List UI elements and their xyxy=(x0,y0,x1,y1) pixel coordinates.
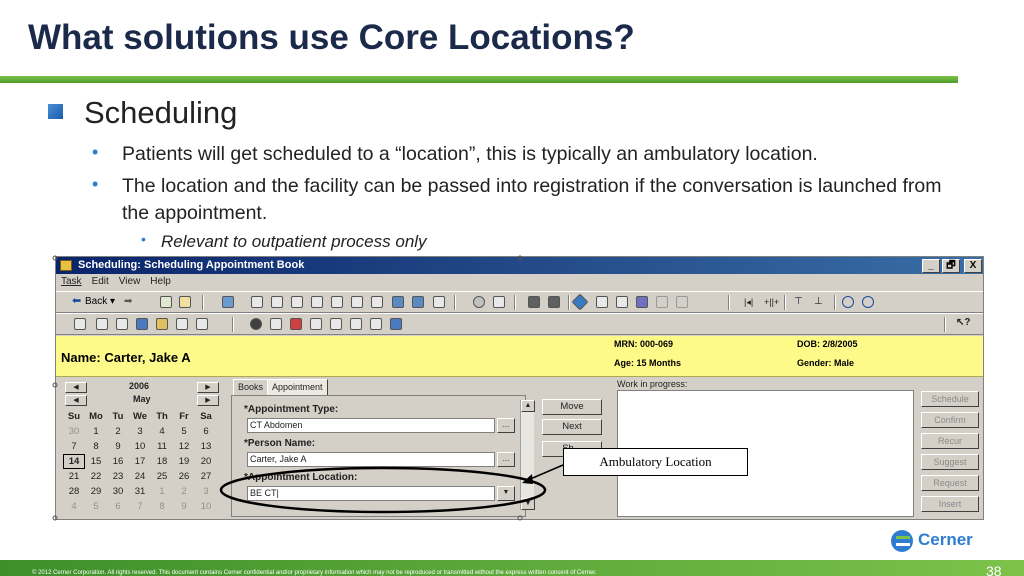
calendar-day[interactable]: 4 xyxy=(159,426,165,437)
appointment-type-lookup-button[interactable]: ... xyxy=(497,418,515,433)
form-scrollbar[interactable] xyxy=(520,400,534,510)
zoom-out-icon[interactable] xyxy=(862,296,874,308)
scroll-up-icon[interactable]: ▲ xyxy=(521,400,535,412)
confirm-button[interactable]: Confirm xyxy=(921,412,979,428)
bullet-dot-icon: • xyxy=(141,231,146,247)
cerner-logo-text: Cerner xyxy=(918,530,973,549)
toolbar-separator xyxy=(944,317,946,332)
toolbar-separator xyxy=(568,295,570,310)
insert-button[interactable]: Insert xyxy=(921,496,979,512)
ambulatory-location-callout: Ambulatory Location xyxy=(563,448,748,476)
scroll-down-icon[interactable]: ▼ xyxy=(521,498,535,510)
calendar-day[interactable]: 27 xyxy=(200,471,212,482)
person-name-lookup-button[interactable]: ... xyxy=(497,452,515,467)
refresh-icon[interactable] xyxy=(160,296,172,308)
tool-icon[interactable] xyxy=(270,318,282,330)
door-tool-icon[interactable] xyxy=(616,296,628,308)
calendar-day[interactable]: 29 xyxy=(90,486,102,497)
restore-button[interactable]: 🗗 xyxy=(942,259,960,273)
first-page-icon[interactable]: |◂| xyxy=(744,297,754,307)
appointment-type-field[interactable]: CT Abdomen xyxy=(247,418,495,433)
bullet-dot-icon: • xyxy=(92,174,99,194)
calendar-day[interactable]: 2 xyxy=(115,426,121,437)
app-icon xyxy=(60,260,72,271)
bookshelf-icon[interactable] xyxy=(392,296,404,308)
calendar-tool-icon[interactable] xyxy=(222,296,234,308)
schedule-button[interactable]: Schedule xyxy=(921,391,979,407)
calendar-day[interactable]: 15 xyxy=(90,456,102,467)
calendar-day[interactable]: 6 xyxy=(115,501,121,512)
menu-help[interactable]: Help xyxy=(150,276,171,287)
chain-icon[interactable] xyxy=(330,318,342,330)
calendar-day[interactable]: 10 xyxy=(134,441,146,452)
grid-tool-icon[interactable] xyxy=(636,296,648,308)
bullet-subnote: Relevant to outpatient process only xyxy=(161,232,427,251)
calendar-day[interactable]: 4 xyxy=(71,501,77,512)
weekday-label: Su xyxy=(67,411,81,422)
link-tool-icon[interactable] xyxy=(433,296,445,308)
zoom-in-icon[interactable] xyxy=(842,296,854,308)
patient-mrn: MRN: 000-069 xyxy=(614,339,674,349)
toolbar-separator xyxy=(232,317,234,332)
calendar-day[interactable]: 19 xyxy=(178,456,190,467)
patient-banner xyxy=(56,336,984,377)
alert-icon[interactable] xyxy=(290,318,302,330)
weekday-label: Tu xyxy=(112,411,124,422)
calendar-day[interactable]: 26 xyxy=(178,471,190,482)
next-button[interactable]: Next xyxy=(542,419,602,435)
calendar-week xyxy=(63,439,223,454)
monitor-icon[interactable] xyxy=(136,318,148,330)
toolbar-separator xyxy=(514,295,516,310)
person-name-label: *Person Name: xyxy=(244,438,316,449)
weekday-label: Th xyxy=(156,411,168,422)
calendar-day[interactable]: 12 xyxy=(178,441,190,452)
calendar-day[interactable]: 10 xyxy=(200,501,212,512)
calendar-day-selected[interactable]: 14 xyxy=(63,454,85,469)
person-tool-icon[interactable] xyxy=(271,296,283,308)
recur-button[interactable]: Recur xyxy=(921,433,979,449)
calendar-day[interactable]: 22 xyxy=(90,471,102,482)
calendar-day[interactable]: 8 xyxy=(93,441,99,452)
calendar-month: May xyxy=(133,394,151,404)
calendar-day[interactable]: 2 xyxy=(181,486,187,497)
menu-task[interactable]: Task xyxy=(61,276,82,287)
pen-tool-icon[interactable] xyxy=(656,296,668,308)
calendar-day[interactable]: 28 xyxy=(68,486,80,497)
weekday-row xyxy=(63,409,223,424)
camera-icon[interactable] xyxy=(310,318,322,330)
back-button[interactable]: Back xyxy=(85,296,108,307)
calendar-day[interactable]: 24 xyxy=(134,471,146,482)
contact-icon[interactable] xyxy=(250,318,262,330)
stamp-tool-icon[interactable] xyxy=(331,296,343,308)
calendar-day[interactable]: 5 xyxy=(93,501,99,512)
location-dropdown-icon[interactable]: ▼ xyxy=(497,486,515,501)
print-preview-icon[interactable] xyxy=(74,318,86,330)
title-divider xyxy=(0,76,958,83)
appointment-location-label: *Appointment Location: xyxy=(244,472,358,483)
calendar-day[interactable]: 11 xyxy=(157,441,167,452)
tab-appointment[interactable]: Appointment xyxy=(267,379,328,395)
copy-icon[interactable] xyxy=(176,318,188,330)
toolbar-main xyxy=(56,291,984,313)
calendar-day[interactable]: 5 xyxy=(181,426,187,437)
footer-copyright: © 2012 Cerner Corporation. All rights reserved. This document contains Cerner confidential and/or proprietary information which may not be reproduced or transmitted without the express written consent of Cerner. xyxy=(32,570,597,576)
align-top-icon[interactable]: ⊤ xyxy=(794,296,803,307)
split-icon[interactable]: +||+ xyxy=(764,297,780,307)
person-name-field[interactable]: Carter, Jake A xyxy=(247,452,495,467)
forward-arrow-icon[interactable]: ➡ xyxy=(124,296,133,307)
calendar-week xyxy=(63,469,223,484)
lock-icon[interactable] xyxy=(528,296,540,308)
chart-icon[interactable] xyxy=(196,318,208,330)
bullet-dot-icon: • xyxy=(92,142,99,162)
menu-view[interactable]: View xyxy=(118,276,141,287)
prev-month-button[interactable]: ◀ xyxy=(65,395,87,406)
suggest-button[interactable]: Suggest xyxy=(921,454,979,470)
calendar-day[interactable]: 9 xyxy=(115,441,121,452)
close-button[interactable]: X xyxy=(964,259,982,273)
appointment-type-label: *Appointment Type: xyxy=(244,404,339,415)
toolbar-secondary xyxy=(56,313,984,335)
checklist-icon[interactable] xyxy=(251,296,263,308)
weekday-label: Sa xyxy=(200,411,212,422)
bullet-scheduling: Scheduling xyxy=(84,95,238,130)
calendar-day[interactable]: 18 xyxy=(156,456,168,467)
calendar-day[interactable]: 16 xyxy=(112,456,124,467)
weekday-label: Fr xyxy=(179,411,189,422)
calendar-day[interactable]: 25 xyxy=(156,471,168,482)
calendar-day[interactable]: 30 xyxy=(112,486,124,497)
tab-books[interactable]: Books xyxy=(233,379,268,395)
walk-tool-icon[interactable] xyxy=(596,296,608,308)
document-icon[interactable] xyxy=(96,318,108,330)
diamond-tool-icon[interactable] xyxy=(572,294,589,311)
filter-tool-icon[interactable] xyxy=(493,296,505,308)
window-title: Scheduling: Scheduling Appointment Book xyxy=(78,259,305,271)
move-button[interactable]: Move xyxy=(542,399,602,415)
calendar-day[interactable]: 7 xyxy=(137,501,143,512)
bullet-text-2: The location and the facility can be passed into registration if the conversation is launched from the appointment. xyxy=(122,175,942,224)
scheduling-window xyxy=(55,256,984,520)
window-titlebar xyxy=(56,257,984,274)
appointment-form xyxy=(231,395,532,517)
calendar-week xyxy=(63,454,223,469)
car-icon[interactable] xyxy=(116,318,128,330)
toolbar-separator xyxy=(728,295,730,310)
calendar-day[interactable]: 8 xyxy=(159,501,165,512)
patient-name: Name: Carter, Jake A xyxy=(61,350,191,365)
weekday-label: Mo xyxy=(89,411,103,422)
calendar-day[interactable]: 31 xyxy=(134,486,146,497)
prev-year-button[interactable]: ◀ xyxy=(65,382,87,393)
calendar-day[interactable]: 1 xyxy=(93,426,99,437)
toolbar-separator xyxy=(202,295,204,310)
copy-tool-icon[interactable] xyxy=(351,296,363,308)
patient-gender: Gender: Male xyxy=(797,358,855,368)
work-in-progress-label: Work in progress: xyxy=(617,379,688,389)
reply-icon[interactable] xyxy=(350,318,362,330)
calendar-day[interactable]: 30 xyxy=(68,426,80,437)
toolbar-separator xyxy=(834,295,836,310)
group-tool-icon[interactable] xyxy=(311,296,323,308)
calendar-day[interactable]: 17 xyxy=(134,456,146,467)
minimize-button[interactable]: _ xyxy=(922,259,940,273)
calendar-year: 2006 xyxy=(129,381,150,391)
window-icon[interactable] xyxy=(390,318,402,330)
toolbar-separator xyxy=(784,295,786,310)
toolbar-separator xyxy=(454,295,456,310)
menu-bar xyxy=(56,275,984,291)
settings-gear-icon[interactable] xyxy=(473,296,485,308)
calendar-week xyxy=(63,499,223,514)
calendar-day[interactable]: 3 xyxy=(203,486,209,497)
calendar-day[interactable]: 21 xyxy=(68,471,80,482)
calendar-day[interactable]: 23 xyxy=(112,471,124,482)
back-dropdown-icon[interactable]: ▾ xyxy=(110,296,116,307)
pencil-tool-icon[interactable] xyxy=(676,296,688,308)
calendar-week xyxy=(63,484,223,499)
calendar-day[interactable]: 7 xyxy=(71,441,77,452)
bullet-text-1: Patients will get scheduled to a “location”, this is typically an ambulatory location. xyxy=(122,143,818,165)
help-cursor-icon[interactable]: ↖? xyxy=(956,317,971,328)
request-button[interactable]: Request xyxy=(921,475,979,491)
bullet-square-icon xyxy=(48,104,63,119)
page-number: 38 xyxy=(986,563,1002,576)
home-icon[interactable] xyxy=(179,296,191,308)
printer-icon[interactable] xyxy=(156,318,168,330)
weekday-label: We xyxy=(132,411,148,422)
next-year-button[interactable]: ▶ xyxy=(197,382,219,393)
patient-dob: DOB: 2/8/2005 xyxy=(797,339,858,349)
calendar-grid xyxy=(63,409,223,514)
patient-age: Age: 15 Months xyxy=(614,358,682,368)
image-icon[interactable] xyxy=(370,318,382,330)
move-tool-icon[interactable] xyxy=(371,296,383,308)
calendar-day[interactable]: 9 xyxy=(181,501,187,512)
slide-title: What solutions use Core Locations? xyxy=(28,18,635,57)
calendar-day[interactable]: 6 xyxy=(203,426,209,437)
next-month-button[interactable]: ▶ xyxy=(197,395,219,406)
calendar-day[interactable]: 20 xyxy=(200,456,212,467)
calendar-day[interactable]: 1 xyxy=(159,486,165,497)
back-arrow-icon[interactable]: ⬅ xyxy=(72,295,82,307)
unlock-icon[interactable] xyxy=(548,296,560,308)
calendar-day[interactable]: 13 xyxy=(200,441,212,452)
month-calendar xyxy=(63,382,223,514)
appointment-location-field[interactable]: BE CT| xyxy=(247,486,495,501)
books-icon[interactable] xyxy=(412,296,424,308)
align-bottom-icon[interactable]: ⊥ xyxy=(814,296,823,307)
menu-edit[interactable]: Edit xyxy=(91,276,109,287)
calendar-day[interactable]: 3 xyxy=(137,426,143,437)
edit-tool-icon[interactable] xyxy=(291,296,303,308)
calendar-week xyxy=(63,424,223,439)
